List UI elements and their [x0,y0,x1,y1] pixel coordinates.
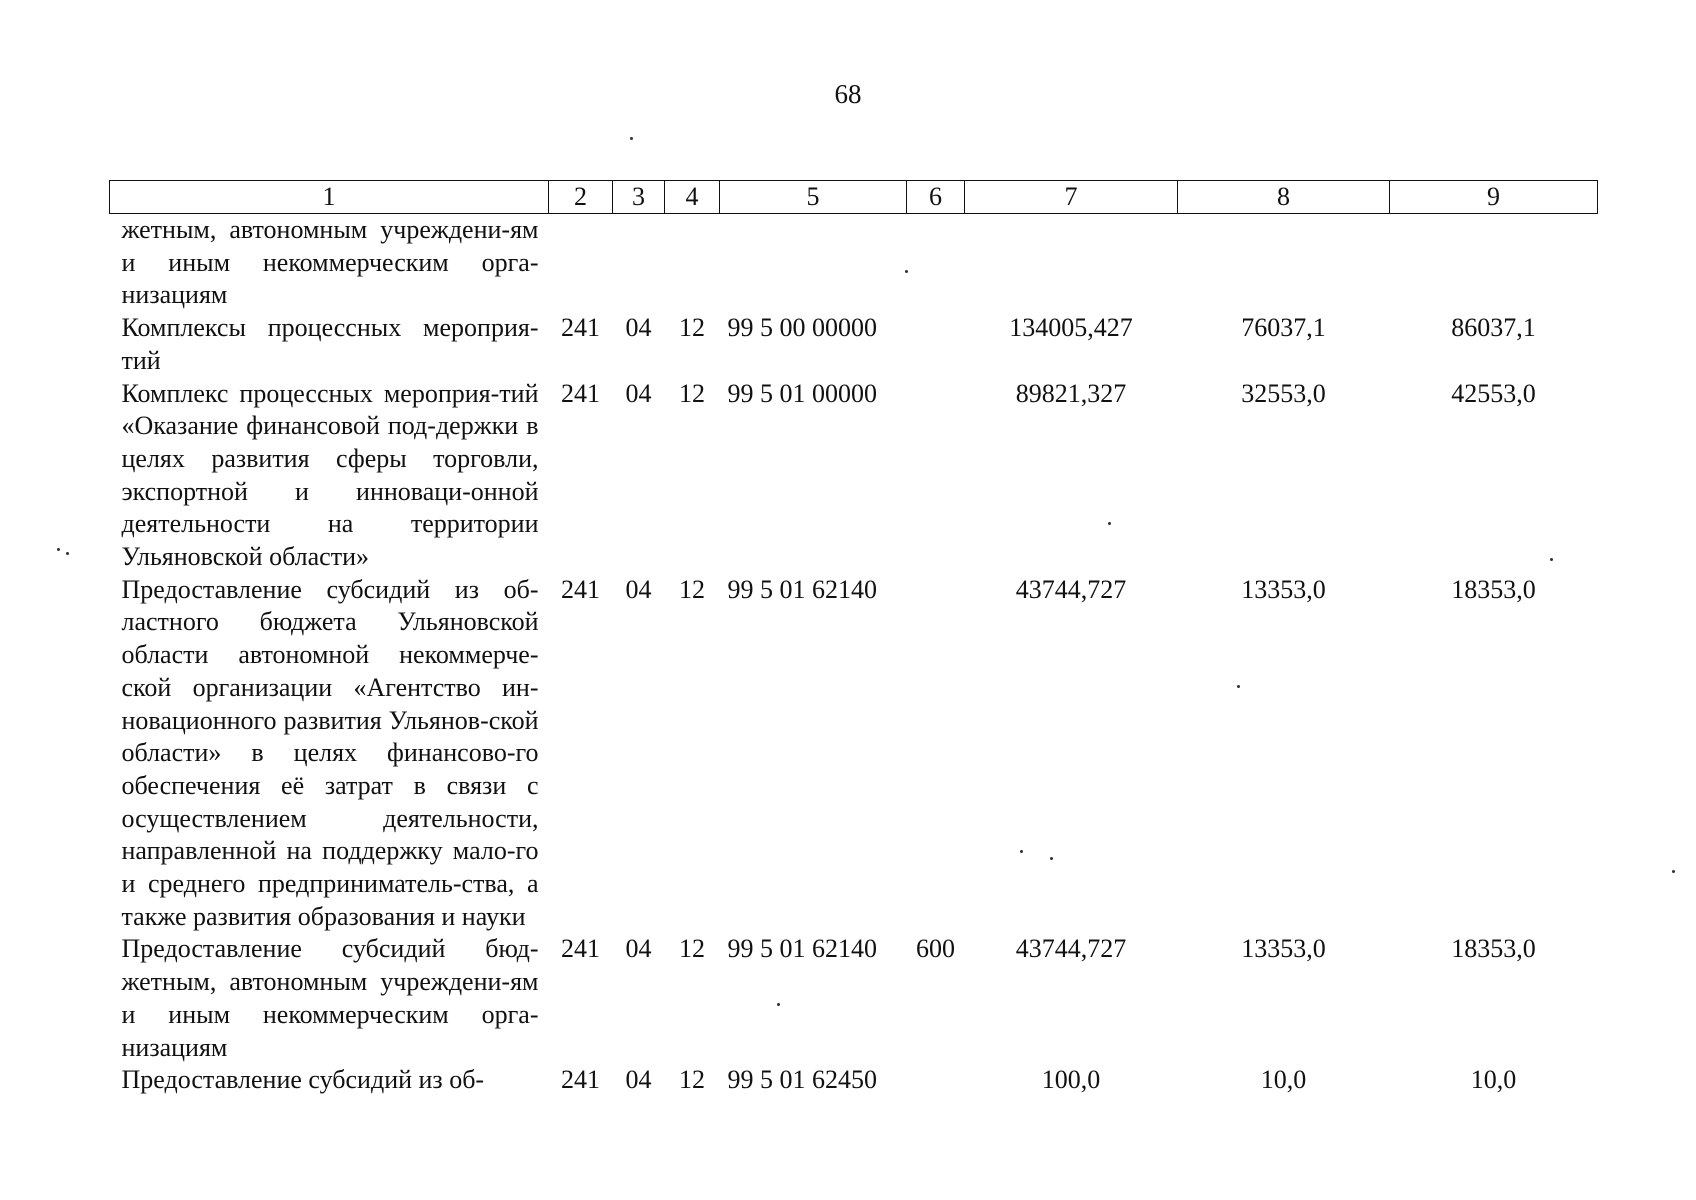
row-expense-type [907,378,965,574]
row-target-article: 99 5 01 62450 [727,1065,877,1095]
row-amount-col7: 43744,727 [1015,934,1127,964]
table-row [110,1064,1598,1097]
row-amount-col8 [1178,214,1390,313]
scan-speck [905,270,908,273]
scan-speck [1020,850,1023,853]
header-col-2: 2 [549,181,613,214]
row-section: 04 [625,378,652,408]
scan-speck [57,548,60,551]
page-number: 68 [834,79,862,109]
header-col-1: 1 [110,181,549,214]
row-subsection: 12 [679,313,705,343]
row-name: Комплекс процессных мероприя-тий «Оказание финансовой под-держки в целях развития сферы торговли, экспортной и инноваци-онной деятельности на территории Ульяновской области» [121,378,539,572]
table-header [110,181,1598,214]
budget-table [109,180,1598,1097]
row-subsection: 12 [679,378,705,408]
row-subsection: 12 [679,934,705,964]
scan-speck [1050,857,1053,860]
row-admin-code: 241 [561,1065,600,1095]
scan-speck [1550,558,1553,561]
row-amount-col8: 10,0 [1260,1065,1307,1095]
scan-speck [630,137,633,140]
scan-speck [777,1003,780,1006]
row-target-article: 99 5 01 00000 [727,378,877,408]
row-name: Предоставление субсидий бюд-жетным, автономным учреждени-ям и иным некоммерческим орга-низациям [121,934,539,1062]
scan-speck [1672,870,1675,873]
row-name: Предоставление субсидий из об- [121,1065,485,1095]
row-amount-col7 [965,214,1178,313]
row-subsection: 12 [679,1065,705,1095]
scan-speck [66,552,69,555]
row-expense-type [907,1064,965,1097]
table-row [110,312,1598,377]
row-amount-col7: 89821,327 [1015,378,1127,408]
row-amount-col9: 42553,0 [1451,378,1536,408]
table-row [110,214,1598,313]
row-section: 04 [625,574,652,604]
table-row [110,574,1598,934]
row-section [613,214,665,313]
row-amount-col8: 32553,0 [1241,378,1326,408]
row-amount-col9: 10,0 [1470,1065,1517,1095]
row-admin-code [549,214,613,313]
row-name: жетным, автономным учреждени-ям и иным некоммерческим орга-низациям [121,215,539,310]
row-target-article: 99 5 01 62140 [727,934,877,964]
row-section: 04 [625,313,652,343]
row-section: 04 [625,934,652,964]
table-row [110,933,1598,1064]
header-col-9: 9 [1390,181,1598,214]
row-admin-code: 241 [561,574,600,604]
header-col-7: 7 [965,181,1178,214]
row-admin-code: 241 [561,378,600,408]
row-target-article [720,214,907,313]
row-expense-type: 600 [916,934,955,964]
row-amount-col7: 100,0 [1041,1065,1101,1095]
row-target-article: 99 5 00 00000 [727,313,877,343]
row-target-article: 99 5 01 62140 [727,574,877,604]
header-col-6: 6 [907,181,965,214]
row-section: 04 [625,1065,652,1095]
header-col-3: 3 [613,181,665,214]
row-amount-col9: 86037,1 [1451,313,1536,343]
row-admin-code: 241 [561,313,600,343]
row-name: Комплексы процессных мероприя-тий [121,313,539,375]
row-amount-col7: 43744,727 [1015,574,1127,604]
scan-speck [1108,522,1111,525]
row-expense-type [907,312,965,377]
row-amount-col9: 18353,0 [1451,934,1536,964]
row-amount-col9: 18353,0 [1451,574,1536,604]
row-admin-code: 241 [561,934,600,964]
row-subsection: 12 [679,574,705,604]
row-amount-col8: 76037,1 [1241,313,1326,343]
header-col-5: 5 [720,181,907,214]
row-amount-col7: 134005,427 [1009,313,1133,343]
scan-speck [1237,685,1240,688]
header-row [110,181,1598,214]
table-row [110,378,1598,574]
row-expense-type [907,574,965,934]
row-amount-col8: 13353,0 [1241,574,1326,604]
header-col-4: 4 [665,181,720,214]
row-amount-col8: 13353,0 [1241,934,1326,964]
header-col-8: 8 [1178,181,1390,214]
row-subsection [665,214,720,313]
table-body [110,214,1598,1097]
row-expense-type [907,214,965,313]
row-amount-col9 [1390,214,1598,313]
row-name: Предоставление субсидий из об-ластного бюджета Ульяновской области автономной некоммерче-ской организации «Агентство ин-новационного развития Ульянов-ской области» в целях финансово-го обеспечения её затрат в связи с осуществлением деятельности, направленной на поддержку мало-го и среднего предприниматель-ства, а также развития образования и науки [121,574,539,931]
